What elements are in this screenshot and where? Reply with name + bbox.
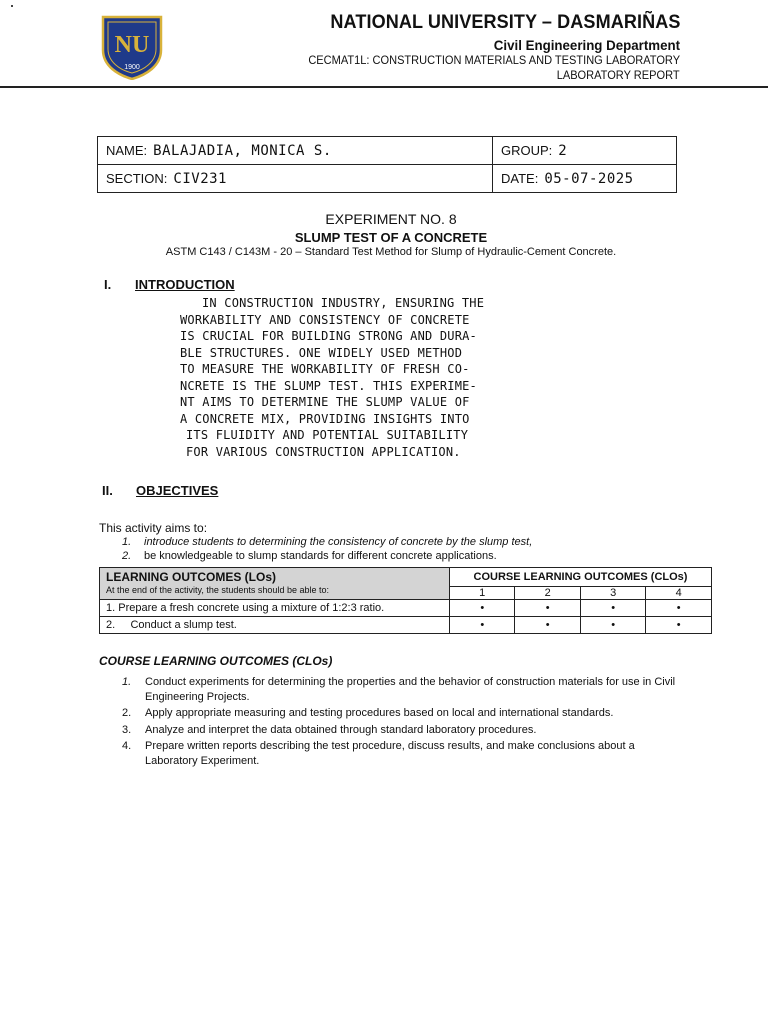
intro-line: A CONCRETE MIX, PROVIDING INSIGHTS INTO [180,411,470,426]
clo-section-title: COURSE LEARNING OUTCOMES (CLOs) [99,654,333,668]
clo-number: 4 [646,587,712,600]
name-cell [98,137,493,165]
university-name: NATIONAL UNIVERSITY – DASMARIÑAS [329,12,680,33]
clo-number: 1 [450,587,515,600]
clo-mark: • [515,600,580,617]
clo-number: 2 [515,587,580,600]
section-cell [98,165,493,193]
header-divider [0,86,768,88]
objectives-numeral: II. [102,483,113,498]
intro-line: IS CRUCIAL FOR BUILDING STRONG AND DURA- [180,329,477,343]
name-label: NAME: [106,142,148,158]
aim-item: 1. introduce students to determining the consistency of concrete by the slump test, [122,536,533,548]
clo-mark: • [515,617,580,634]
table-row [100,600,712,617]
astm-standard: ASTM C143 / C143M - 20 – Standard Test Method for Slump of Hydraulic-Cement Concrete. [165,246,617,258]
learning-outcomes-table [99,567,712,634]
student-info-table [97,136,677,193]
clo-item: 3. Analyze and interpret the data obtained through standard laboratory procedures. [122,723,537,736]
lo-row-label: 2. Conduct a slump test. [100,617,450,634]
scan-speck [11,5,13,7]
clo-item: 4. Prepare written reports describing the test procedure, discuss results, and make conclusions about a Laboratory Experiment. [122,740,635,767]
seal-letters: NU [114,32,150,58]
group-cell [493,137,677,165]
name-value: BALAJADIA, MONICA S. [153,142,332,159]
intro-line: ITS FLUIDITY AND POTENTIAL SUITABILITY [186,428,469,442]
date-cell [493,165,677,193]
objectives-heading: OBJECTIVES [136,483,219,498]
intro-line: IN CONSTRUCTION INDUSTRY, ENSURING THE [202,296,485,310]
section-label: SECTION: [106,170,168,186]
intro-line: BLE STRUCTURES. ONE WIDELY USED METHOD [180,345,463,360]
section-value: CIV231 [173,170,227,187]
clo-item: 2. Apply appropriate measuring and testing procedures based on local and international standards. [122,707,614,719]
lo-subheading: At the end of the activity, the students should be able to: [106,585,329,595]
seal-year: 1900 [124,64,140,71]
lo-header-cell [100,568,450,600]
intro-line: FOR VARIOUS CONSTRUCTION APPLICATION. [186,444,461,459]
clo-number: 3 [580,587,645,600]
intro-line: NCRETE IS THE SLUMP TEST. THIS EXPERIME- [180,378,477,393]
clo-mark: • [580,617,645,634]
clo-mark: • [646,617,712,634]
intro-line: WORKABILITY AND CONSISTENCY OF CONCRETE [180,312,470,327]
experiment-number: EXPERIMENT NO. 8 [325,211,457,227]
clo-header-cell: COURSE LEARNING OUTCOMES (CLOs) [450,568,712,587]
intro-line: TO MEASURE THE WORKABILITY OF FRESH CO- [180,362,470,376]
intro-heading: INTRODUCTION [135,277,235,292]
date-label: DATE: [501,170,539,186]
lo-heading: LEARNING OUTCOMES (LOs) [106,570,276,584]
aims-list [122,535,532,563]
experiment-title: SLUMP TEST OF A CONCRETE [294,230,488,245]
lo-row-label: 1. Prepare a fresh concrete using a mixture of 1:2:3 ratio. [100,600,450,617]
clo-item: 1. Conduct experiments for determining the properties and the behavior of construction materials for use in Civil Engineering Projects. [122,676,676,703]
intro-numeral: I. [104,277,112,292]
date-value: 05-07-2025 [544,170,634,187]
intro-line: NT AIMS TO DETERMINE THE SLUMP VALUE OF [180,395,470,409]
course-title: CECMAT1L: CONSTRUCTION MATERIALS AND TESTING LABORATORY [308,53,680,67]
intro-handwritten-text [180,295,640,460]
clo-mark: • [450,617,515,634]
group-label: GROUP: [501,142,553,158]
report-type: LABORATORY REPORT [557,68,680,82]
department-name: Civil Engineering Department [493,37,680,53]
table-row [100,617,712,634]
clo-mark: • [450,600,515,617]
activity-lead: This activity aims to: [99,521,208,535]
clo-list [122,675,682,770]
clo-mark: • [646,600,712,617]
university-seal [100,14,164,80]
group-value: 2 [558,142,568,159]
aim-item: 2. be knowledgeable to slump standards for different concrete applications. [122,550,497,562]
clo-mark: • [580,600,645,617]
